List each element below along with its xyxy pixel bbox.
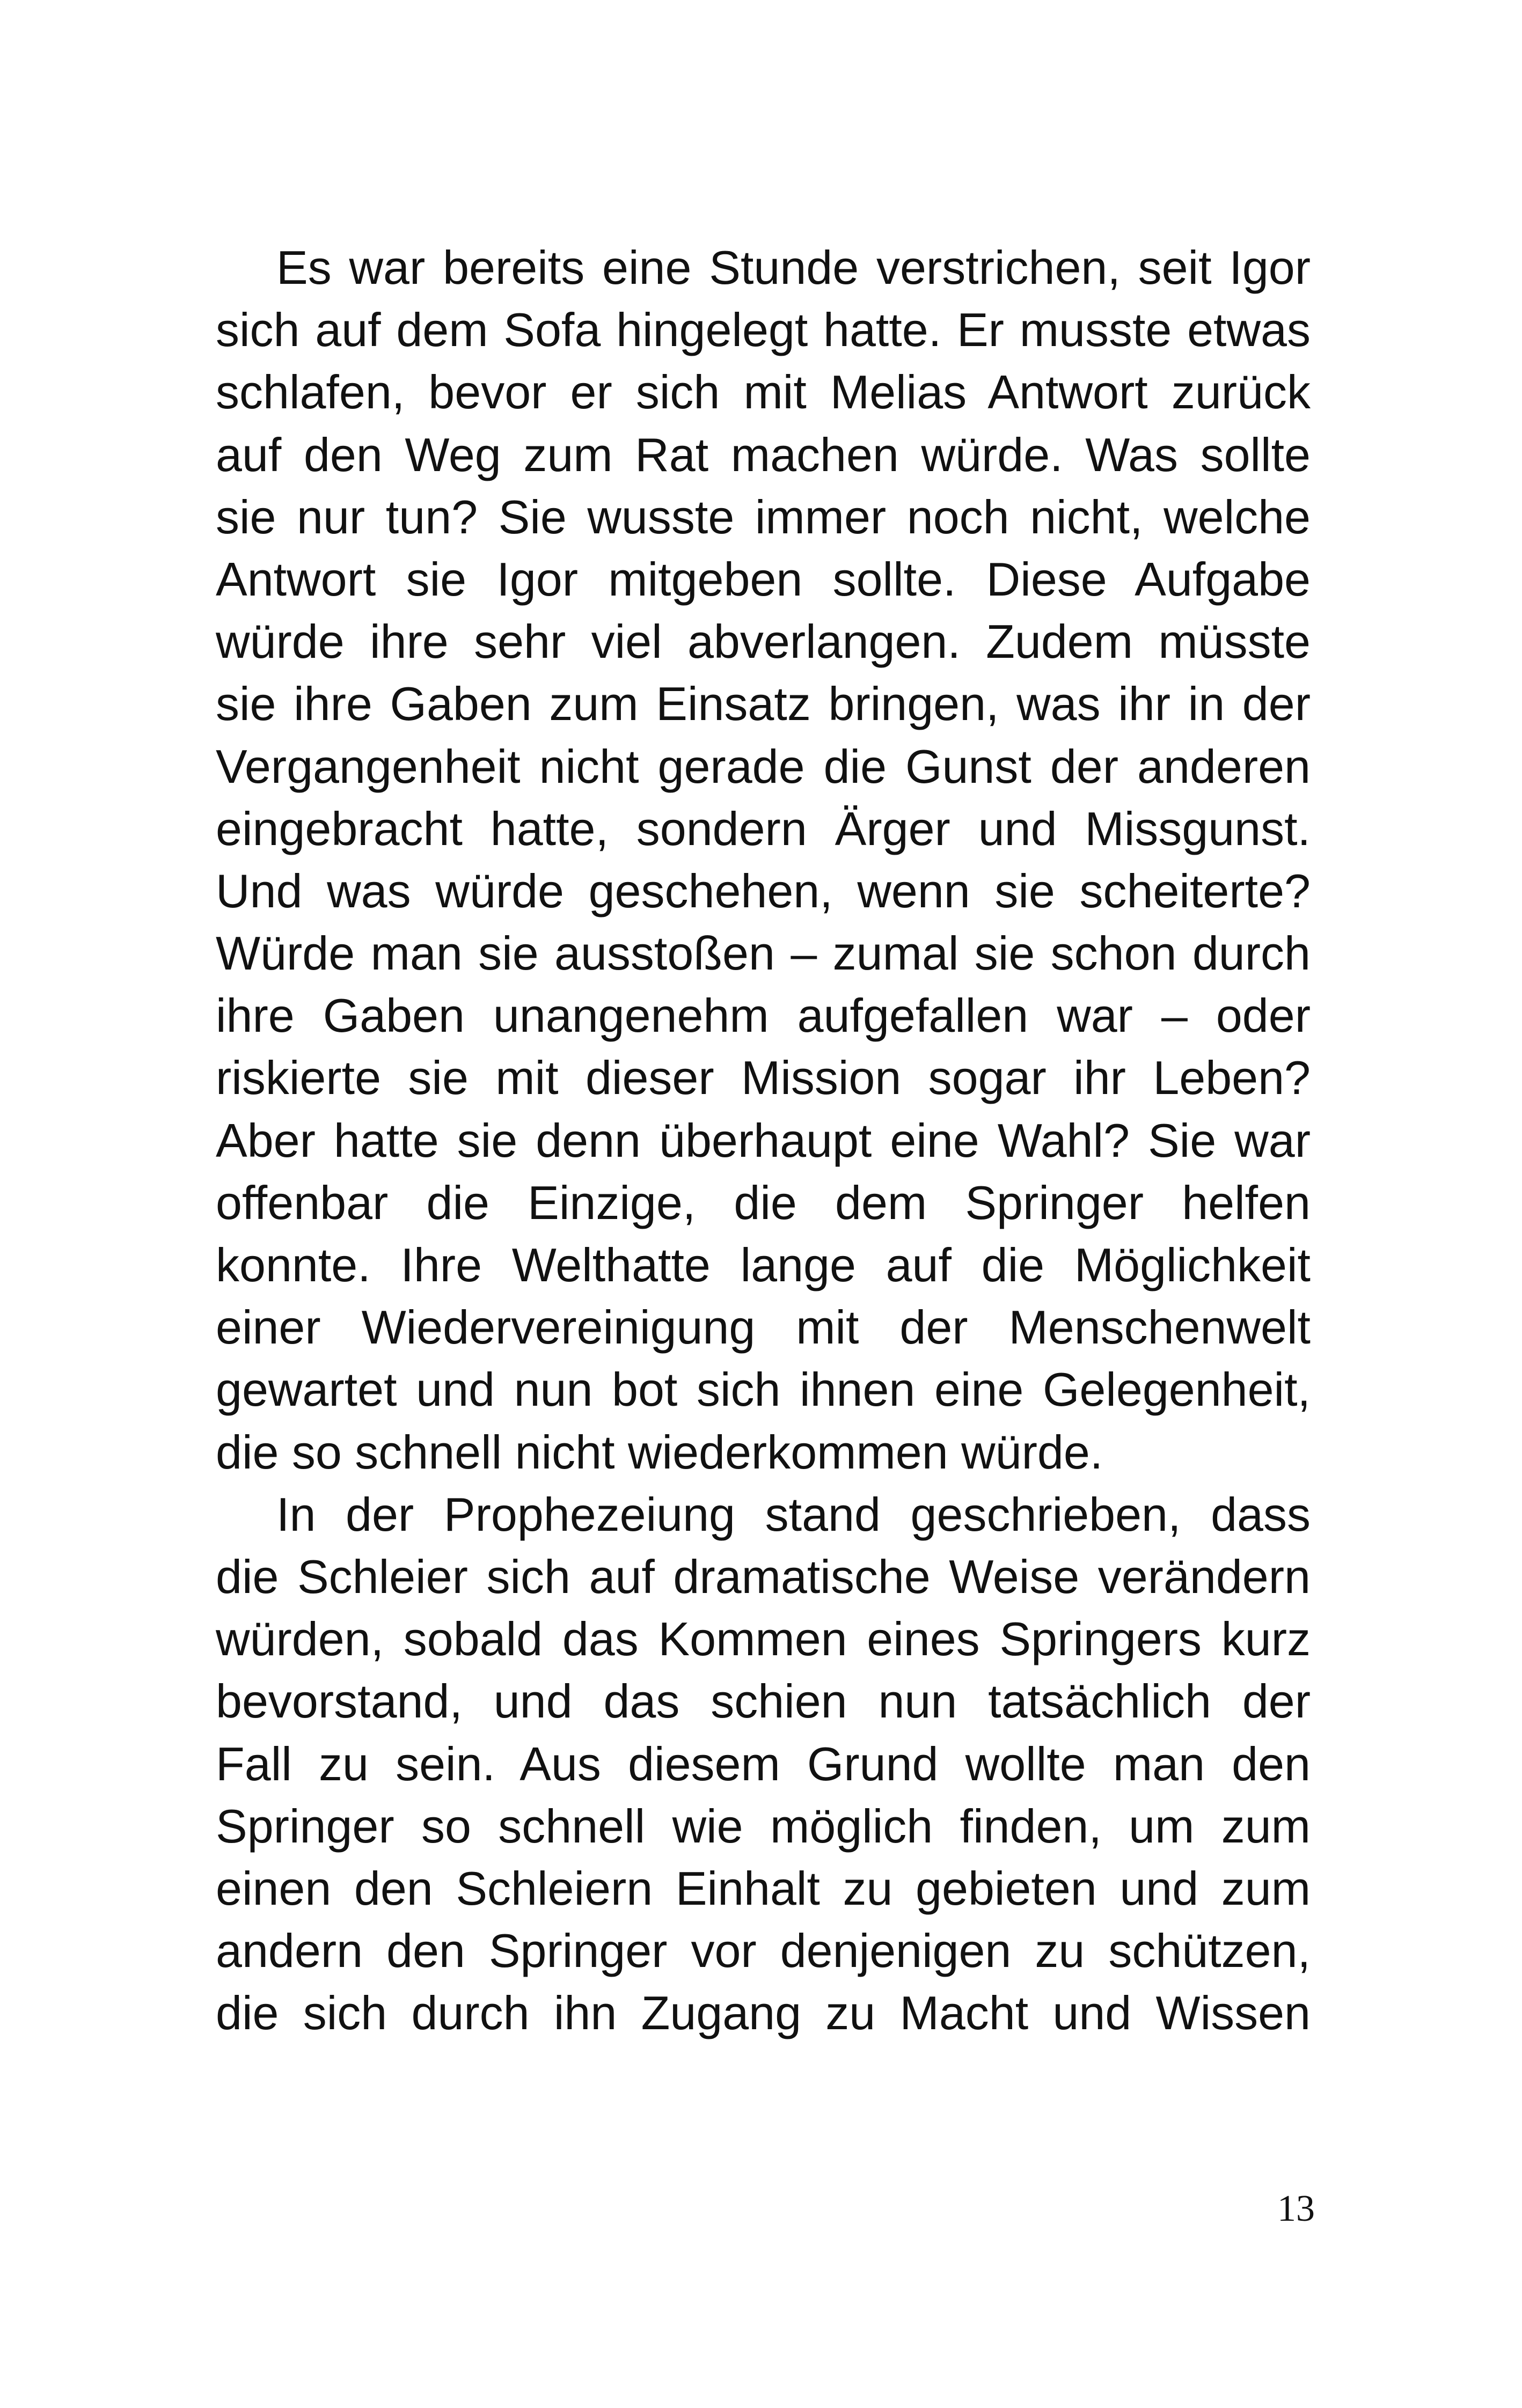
text-line: Springer so schnell wie möglich finden, um zum	[216, 1799, 1311, 1853]
text-line: würde ihre sehr viel abverlangen. Zudem müsste	[216, 615, 1311, 669]
text-line: einer Wiedervereinigung mit der Menschenwelt	[216, 1301, 1311, 1354]
text-line: Und was würde geschehen, wenn sie scheiterte?	[216, 864, 1311, 917]
text-line: Es war bereits eine Stunde verstrichen, seit Igor	[276, 241, 1311, 294]
text-line: die so schnell nicht wiederkommen würde.	[216, 1425, 1103, 1479]
text-line: die sich durch ihn Zugang zu Macht und Wissen	[216, 1986, 1311, 2040]
text-line: würden, sobald das Kommen eines Springers kurz	[216, 1612, 1311, 1666]
text-line: konnte. Ihre Welthatte lange auf die Möglichkeit	[216, 1238, 1311, 1291]
text-line: offenbar die Einzige, die dem Springer helfen	[216, 1176, 1311, 1229]
page-number: 13	[1277, 2188, 1315, 2229]
text-line: eingebracht hatte, sondern Ärger und Missgunst.	[216, 802, 1311, 855]
text-line: die Schleier sich auf dramatische Weise verändern	[216, 1550, 1311, 1603]
text-line: Fall zu sein. Aus diesem Grund wollte man den	[216, 1737, 1311, 1790]
text-line: auf den Weg zum Rat machen würde. Was sollte	[216, 428, 1311, 481]
text-line: Würde man sie ausstoßen – zumal sie schon durch	[216, 927, 1311, 980]
text-line: andern den Springer vor denjenigen zu schützen,	[216, 1924, 1311, 1978]
text-line: einen den Schleiern Einhalt zu gebieten und zum	[216, 1861, 1311, 1915]
text-line: sie nur tun? Sie wusste immer noch nicht, welche	[216, 490, 1311, 544]
text-line: Aber hatte sie denn überhaupt eine Wahl? Sie war	[216, 1113, 1311, 1167]
body-text	[216, 237, 1311, 2044]
text-line: Antwort sie Igor mitgeben sollte. Diese Aufgabe	[216, 552, 1311, 606]
text-line: Vergangenheit nicht gerade die Gunst der anderen	[216, 739, 1311, 793]
text-line: bevorstand, und das schien nun tatsächlich der	[216, 1675, 1311, 1728]
text-line: gewartet und nun bot sich ihnen eine Gelegenheit,	[216, 1363, 1311, 1416]
text-line: sie ihre Gaben zum Einsatz bringen, was ihr in der	[216, 677, 1311, 731]
text-line: riskierte sie mit dieser Mission sogar ihr Leben?	[216, 1051, 1311, 1105]
text-line: In der Prophezeiung stand geschrieben, dass	[276, 1487, 1311, 1541]
text-line: schlafen, bevor er sich mit Melias Antwort zurück	[216, 365, 1311, 419]
text-line: sich auf dem Sofa hingelegt hatte. Er musste etwas	[216, 303, 1311, 357]
text-line: ihre Gaben unangenehm aufgefallen war – oder	[216, 989, 1311, 1043]
